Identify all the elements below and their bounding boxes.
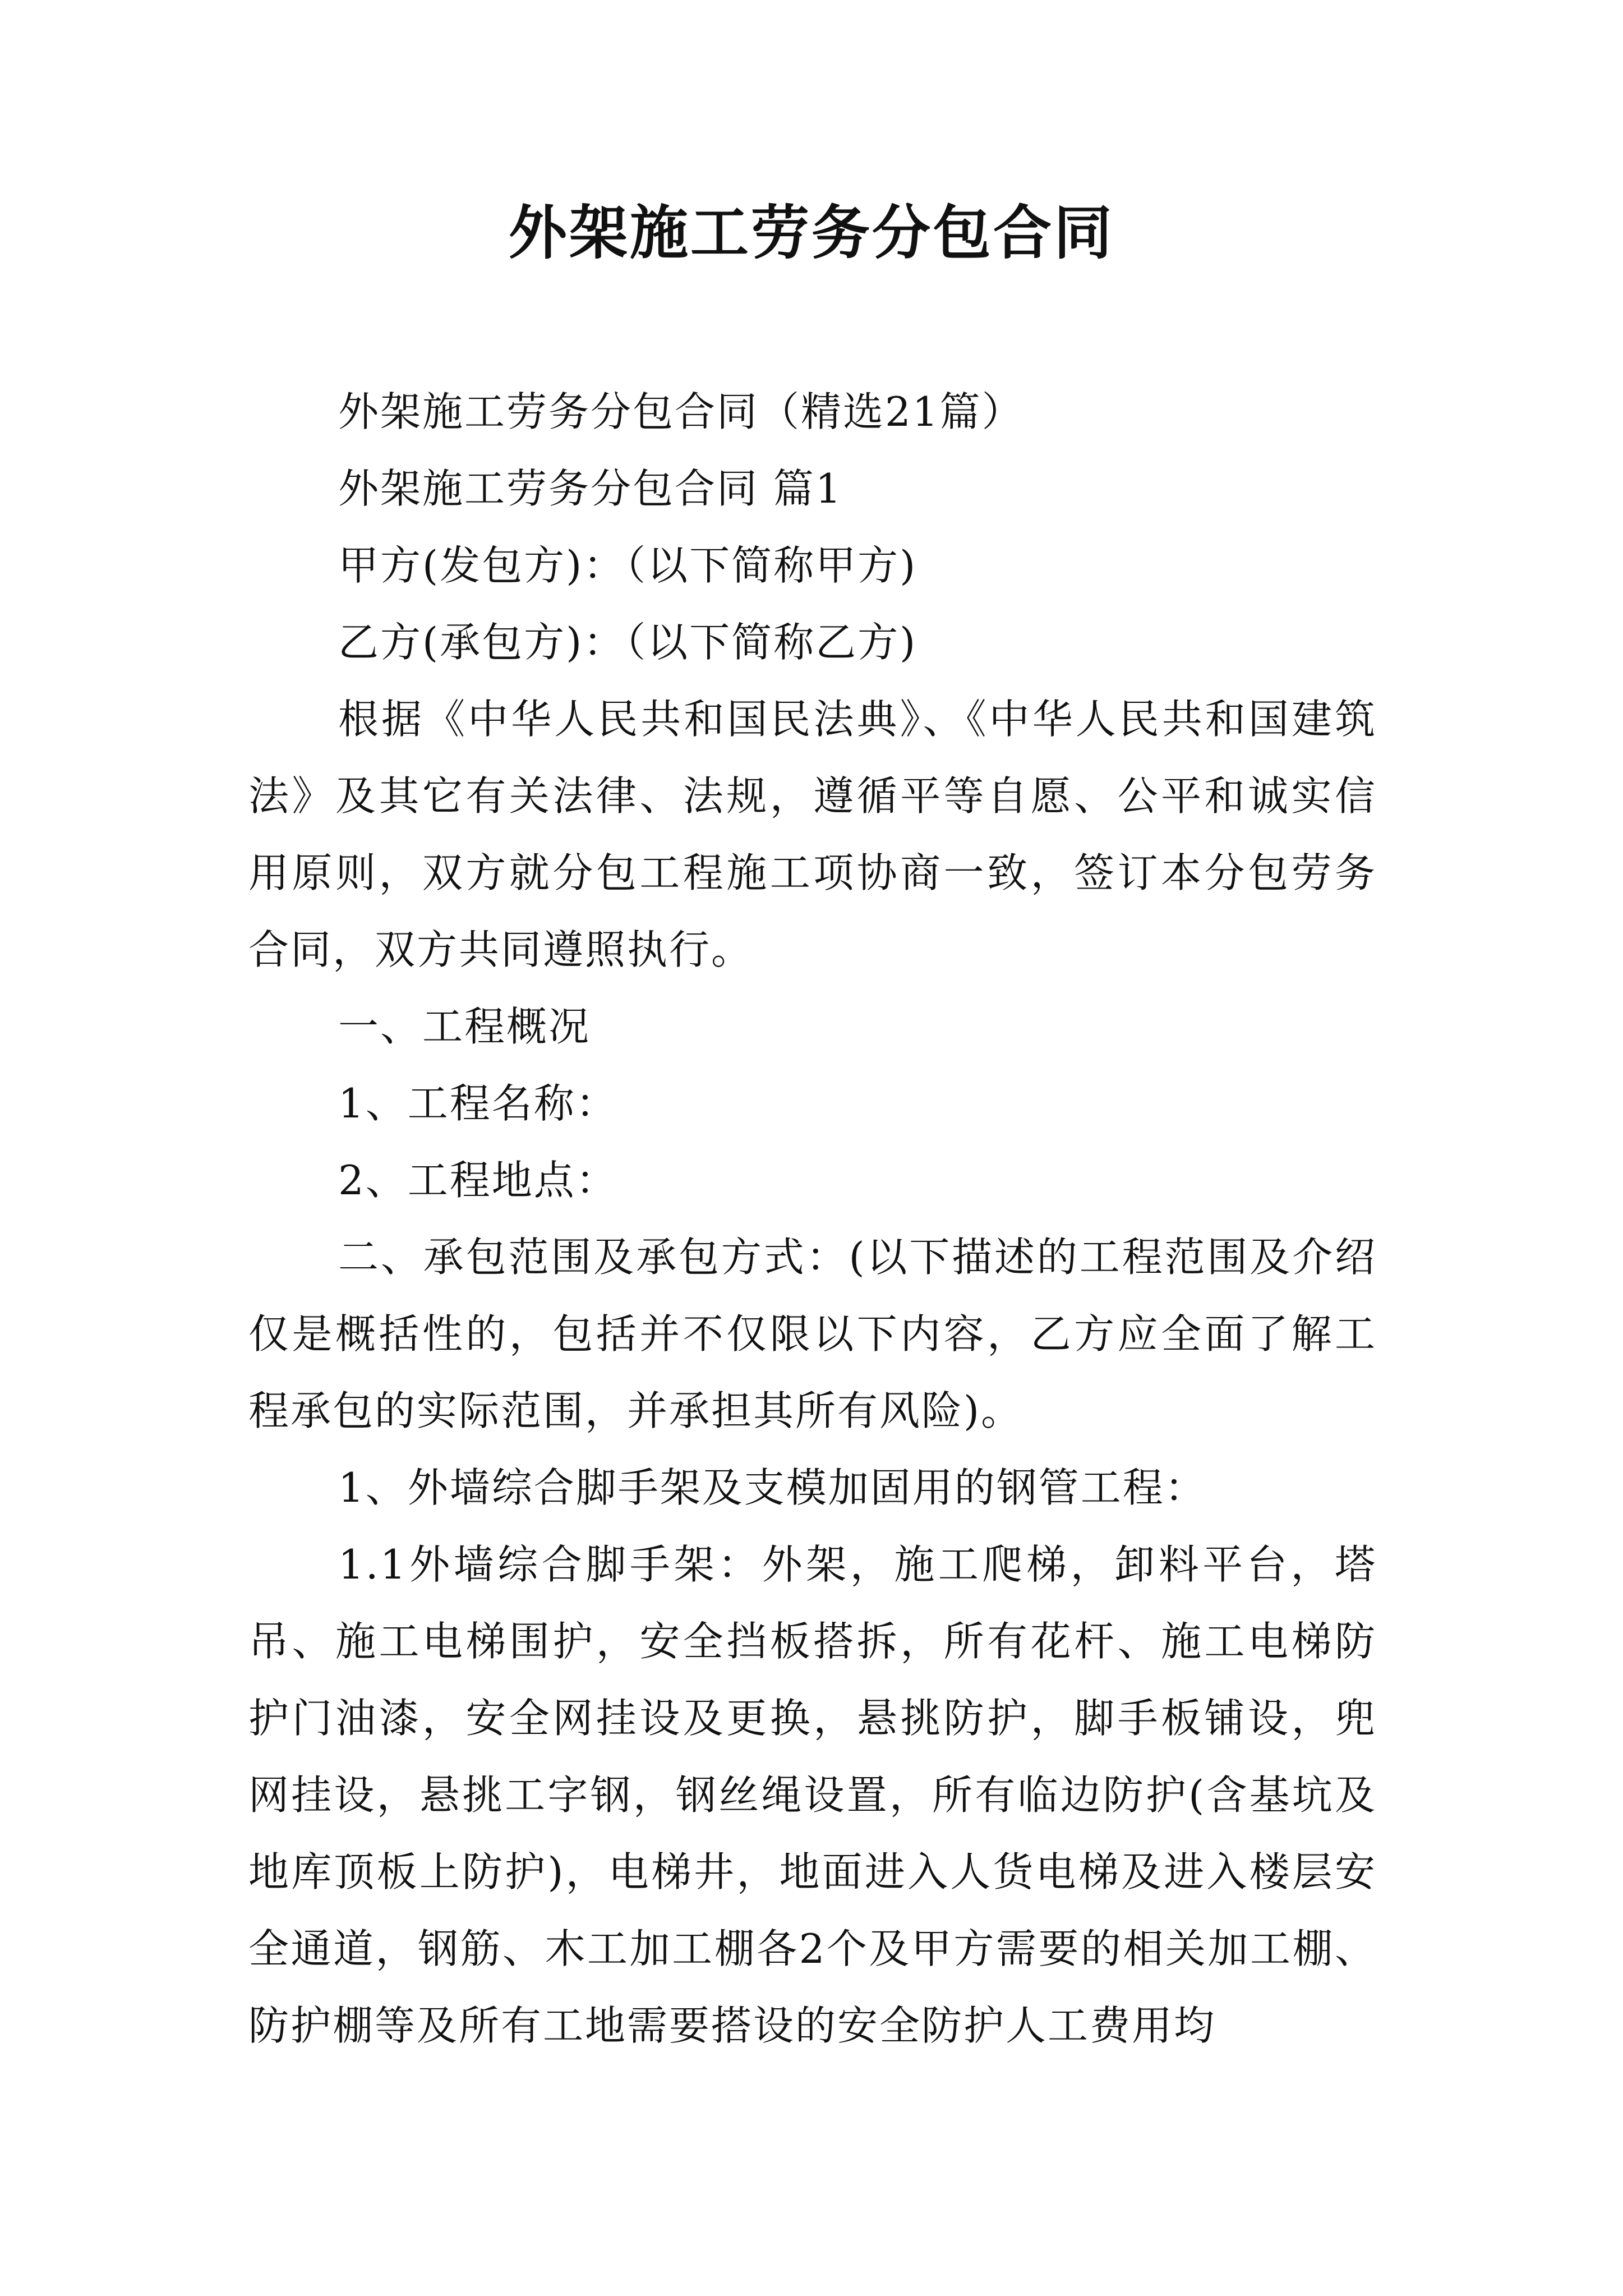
paragraph-project-name: 1、工程名称： [338, 1080, 618, 1127]
paragraph-scope-item-1-1: 1.1外墙综合脚手架：外架，施工爬梯，卸料平台，塔吊、施工电梯围护，安全挡板搭拆，所有花杆、施工电梯防护门油漆，安全网挂设及更换，悬挑防护，脚手板铺设，兜网挂设，悬挑工字钢，钢丝绳设置，所有临边防护(含基坑及地库顶板上防护)，电梯井，地面进入人货电梯及进入楼层安全通道，钢筋、木工加工棚各2个及甲方需要的相关加工棚、防护棚等及所有工地需要搭设的安全防护人工费用均 [248, 1541, 1377, 2049]
paragraph-heading-overview: 一、工程概况 [338, 1003, 591, 1050]
document-body [248, 374, 1377, 2064]
paragraph-preamble: 根据《中华人民共和国民法典》、《中华人民共和国建筑法》及其它有关法律、法规，遵循平等自愿、公平和诚实信用原则，双方就分包工程施工项协商一致，签订本分包劳务合同，双方共同遵照执行。 [248, 696, 1377, 973]
paragraph-subtitle: 外架施工劳务分包合同（精选21篇） [338, 388, 1024, 435]
paragraph-heading-scope: 二、承包范围及承包方式：(以下描述的工程范围及介绍仅是概括性的，包括并不仅限以下内容，乙方应全面了解工程承包的实际范围，并承担其所有风险)。 [248, 1234, 1377, 1434]
paragraph-party-a: 甲方(发包方)：（以下简称甲方) [338, 542, 917, 589]
paragraph-section-heading: 外架施工劳务分包合同 篇1 [338, 465, 843, 512]
paragraph-scope-item-1: 1、外墙综合脚手架及支模加固用的钢管工程： [338, 1464, 1207, 1511]
document-title: 外架施工劳务分包合同 [508, 198, 1114, 267]
paragraph-project-location: 2、工程地点： [338, 1157, 618, 1204]
paragraph-party-b: 乙方(承包方)：（以下简称乙方) [338, 619, 917, 666]
